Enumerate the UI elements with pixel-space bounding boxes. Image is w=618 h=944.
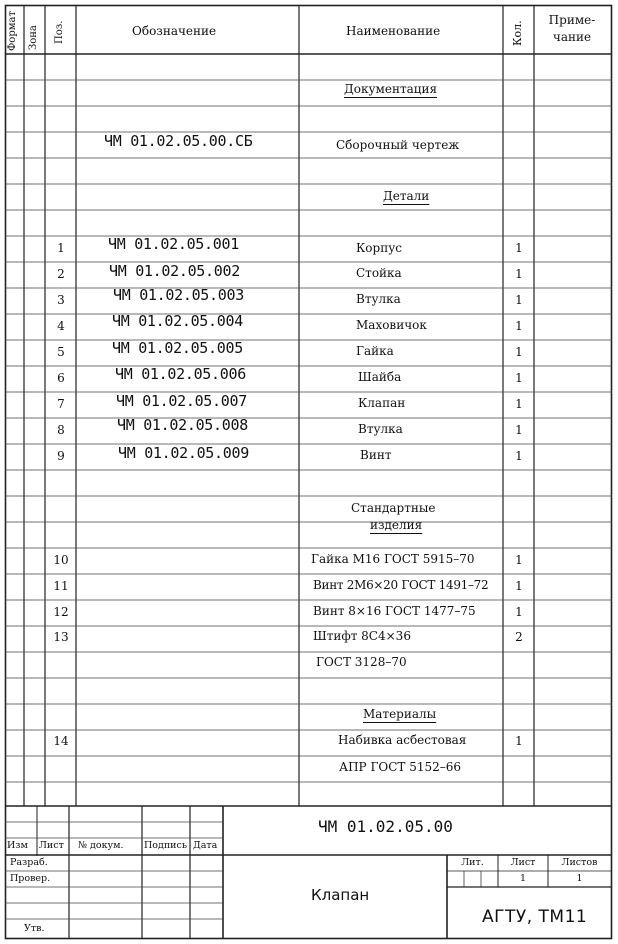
part-designation: ЧМ 01.02.05.006 <box>115 365 246 383</box>
label-izm: Изм <box>7 840 28 851</box>
part-designation: ЧМ 01.02.05.001 <box>108 235 239 253</box>
material-qty: 1 <box>515 734 523 748</box>
standard-qty: 1 <box>515 605 523 619</box>
product-name: Клапан <box>311 886 370 904</box>
part-qty: 1 <box>515 293 523 307</box>
section-documentation: Документация <box>344 82 438 96</box>
standard-name: Винт 8×16 ГОСТ 1477–75 <box>313 604 476 618</box>
label-approved: Утв. <box>24 923 45 934</box>
part-designation: ЧМ 01.02.05.008 <box>117 416 248 434</box>
part-designation: ЧМ 01.02.05.009 <box>118 444 249 462</box>
standard-pos: 13 <box>53 630 69 644</box>
part-name: Стойка <box>356 266 402 280</box>
standard-pos: 10 <box>53 553 69 567</box>
standard-name: ГОСТ 3128–70 <box>316 655 407 669</box>
label-developed: Разраб. <box>10 857 48 868</box>
sheets-value: 1 <box>576 873 583 884</box>
part-pos: 1 <box>57 241 65 255</box>
document-code: ЧМ 01.02.05.00 <box>318 817 453 836</box>
material-name: АПР ГОСТ 5152–66 <box>339 760 462 774</box>
material-name: Набивка асбестовая <box>338 733 467 747</box>
header-note-line1: Приме- <box>548 13 596 27</box>
section-parts: Детали <box>383 189 430 203</box>
part-qty: 1 <box>515 267 523 281</box>
header-name: Наименование <box>346 24 441 38</box>
part-name: Втулка <box>356 292 401 306</box>
part-name: Маховичок <box>356 318 427 332</box>
label-list: Лист <box>39 840 64 851</box>
part-qty: 1 <box>515 423 523 437</box>
header-pos: Поз. <box>54 20 65 44</box>
standard-name: Винт 2М6×20 ГОСТ 1491–72 <box>313 578 489 592</box>
part-name: Винт <box>360 448 392 462</box>
part-name: Гайка <box>356 344 394 358</box>
part-qty: 1 <box>515 397 523 411</box>
part-pos: 6 <box>57 371 65 385</box>
label-sheet: Лист <box>510 857 536 868</box>
part-name: Клапан <box>358 396 406 410</box>
part-designation: ЧМ 01.02.05.007 <box>116 392 247 410</box>
part-designation: ЧМ 01.02.05.003 <box>113 286 244 304</box>
part-pos: 9 <box>57 449 65 463</box>
material-pos: 14 <box>53 734 69 748</box>
standard-name: Гайка М16 ГОСТ 5915–70 <box>311 552 475 566</box>
part-qty: 1 <box>515 241 523 255</box>
label-date: Дата <box>193 840 218 851</box>
label-sign: Подпись <box>144 840 188 851</box>
standard-pos: 11 <box>53 579 69 593</box>
part-qty: 1 <box>515 345 523 359</box>
section-standard-line2: изделия <box>370 518 423 532</box>
part-designation: ЧМ 01.02.05.005 <box>112 339 243 357</box>
part-pos: 5 <box>57 345 65 359</box>
standard-qty: 2 <box>515 630 523 644</box>
part-pos: 8 <box>57 423 65 437</box>
standard-name: Штифт 8С4×36 <box>313 629 411 643</box>
header-format: Формат <box>7 11 18 51</box>
sheet-value: 1 <box>519 873 527 884</box>
standard-qty: 1 <box>515 553 523 567</box>
part-name: Втулка <box>358 422 403 436</box>
part-designation: ЧМ 01.02.05.004 <box>112 312 243 330</box>
label-doc-no: № докум. <box>78 840 124 851</box>
label-sheets: Листов <box>561 857 598 868</box>
part-qty: 1 <box>515 449 523 463</box>
part-pos: 3 <box>57 293 65 307</box>
assembly-designation: ЧМ 01.02.05.00.СБ <box>104 132 253 150</box>
standard-qty: 1 <box>515 579 523 593</box>
organization: АГТУ, ТМ11 <box>482 907 588 927</box>
section-materials: Материалы <box>363 707 437 721</box>
part-pos: 7 <box>57 397 65 411</box>
section-standard-line1: Стандартные <box>351 501 436 515</box>
part-qty: 1 <box>515 371 523 385</box>
part-qty: 1 <box>515 319 523 333</box>
label-lit: Лит. <box>461 857 484 868</box>
part-pos: 2 <box>57 267 65 281</box>
standard-pos: 12 <box>53 605 69 619</box>
label-checked: Провер. <box>10 873 51 884</box>
header-zone: Зона <box>28 25 39 50</box>
part-pos: 4 <box>57 319 65 333</box>
part-name: Корпус <box>356 241 402 255</box>
assembly-name: Сборочный чертеж <box>336 138 460 152</box>
part-designation: ЧМ 01.02.05.002 <box>109 262 240 280</box>
header-designation: Обозначение <box>132 24 217 38</box>
header-note-line2: чание <box>552 30 592 44</box>
header-qty: Кол. <box>511 20 524 46</box>
part-name: Шайба <box>358 370 402 384</box>
